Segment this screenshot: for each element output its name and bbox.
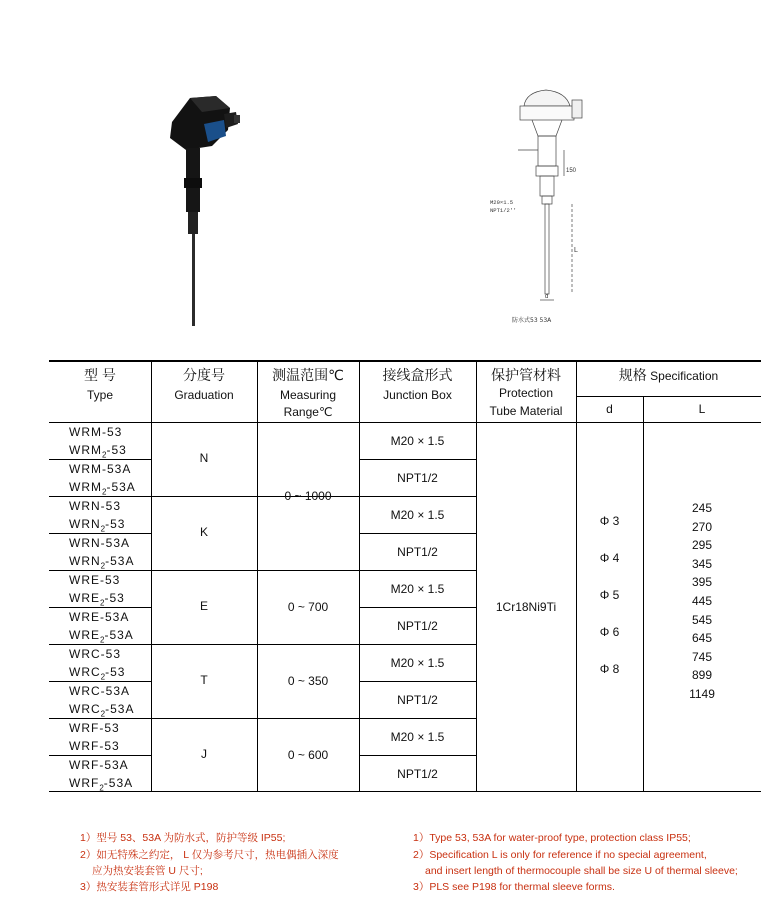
header-range-en-1: Measuring (279, 388, 337, 402)
type-cell (69, 776, 133, 792)
L-value: 245 (691, 501, 713, 515)
d-value: Φ 3 (599, 514, 620, 528)
header-material-en-2: Tube Material (489, 404, 563, 418)
range-cell: 0 ~ 1000 (284, 489, 332, 503)
type-part: WRM (69, 480, 102, 494)
type-part: -53A (104, 628, 134, 642)
type-part: -53A (106, 480, 136, 494)
type-part: 2 (100, 598, 105, 608)
type-part: WRF (69, 739, 100, 753)
box-rule (359, 459, 476, 460)
range-rule (257, 718, 359, 719)
type-rule (49, 459, 151, 460)
type-part: 2 (100, 635, 105, 645)
junction-box-cell: M20 × 1.5 (390, 729, 445, 744)
type-part: WRC (69, 665, 101, 679)
L-value: 270 (691, 519, 713, 534)
junction-box-cell: NPT1/2 (397, 470, 438, 485)
type-part: WRE (69, 591, 100, 605)
L-value: 1149 (689, 687, 715, 701)
range-rule (257, 570, 359, 571)
type-cell (69, 647, 121, 663)
type-cell (69, 739, 120, 755)
L-value: 545 (691, 612, 713, 627)
type-part: 2 (100, 524, 106, 534)
box-rule (359, 607, 476, 608)
header-range-cn: 测温范围℃ (272, 367, 344, 383)
range-rule (257, 644, 359, 645)
L-value: 645 (691, 631, 713, 646)
type-cell (69, 684, 130, 700)
type-part: -53A (100, 683, 131, 698)
graduation-cell: T (200, 673, 208, 687)
L-value: 395 (691, 575, 713, 590)
type-part: -53 (104, 591, 125, 605)
note-cn-3: 应为热安装套管 U 尺寸; (92, 865, 203, 877)
type-part: 2 (100, 709, 106, 719)
type-part: WRN (69, 517, 101, 531)
header-spec-en: Specification (650, 369, 719, 383)
note-cn-2: 2）如无特殊之约定， L 仅为参考尺寸，热电偶插入深度 (80, 849, 339, 861)
type-part: WRF (69, 720, 100, 735)
d-value: Φ 5 (599, 588, 620, 602)
header-graduation-en: Graduation (174, 388, 234, 402)
graduation-cell: K (199, 525, 208, 539)
type-cell (69, 628, 134, 644)
drawing-caption: 防水式53 53A (512, 317, 552, 324)
header-spec-cn: 规格 (618, 367, 647, 383)
table-top-rule (49, 360, 761, 362)
type-part: -53A (102, 461, 132, 476)
junction-box-cell: NPT1/2 (397, 692, 438, 707)
type-part: -53 (105, 665, 126, 679)
range-cell: 0 ~ 700 (287, 600, 329, 614)
junction-box-cell: NPT1/2 (397, 618, 438, 633)
type-part: -53A (103, 776, 134, 790)
thread-label-1: M20×1.5 (490, 199, 514, 206)
type-part: WRC (69, 702, 101, 716)
type-rule (49, 607, 151, 608)
spec-table (49, 360, 761, 792)
type-cell (69, 443, 127, 459)
L-value: 899 (691, 668, 713, 683)
header-type-cn: 型 号 (84, 367, 116, 383)
type-part: 2 (99, 783, 104, 793)
type-cell (69, 536, 130, 552)
product-photo (150, 88, 250, 328)
L-value: 445 (691, 594, 713, 608)
L-value: 345 (691, 556, 713, 571)
type-part: -53 (100, 572, 121, 587)
type-part: -53 (102, 424, 123, 439)
header-type-en: Type (86, 388, 113, 402)
technical-drawing (488, 84, 598, 330)
header-range-en-2: Range℃ (283, 405, 333, 419)
range-cell: 0 ~ 350 (287, 674, 329, 688)
type-rule (49, 681, 151, 682)
note-en-2: 2）Specification L is only for reference if no special agreement, (413, 849, 707, 861)
note-en-4: 3）PLS see P198 for thermal sleeve forms. (413, 881, 615, 893)
type-part: WRM (69, 461, 102, 476)
type-cell (69, 499, 121, 515)
type-part: WRE (69, 628, 100, 642)
table-bottom-rule (49, 791, 761, 792)
graduation-cell: J (201, 747, 207, 761)
note-cn-1: 1）型号 53、53A 为防水式，防护等级 IP55; (80, 832, 286, 844)
type-part: WRF (69, 776, 100, 790)
note-en-1: 1）Type 53, 53A for water-proof type, protection class IP55; (413, 832, 691, 844)
type-part: -53 (100, 646, 122, 661)
spec-sub-rule (576, 396, 761, 397)
header-material-cn: 保护管材料 (491, 367, 561, 383)
type-cell (69, 610, 129, 626)
type-part: -53A (105, 702, 135, 716)
d-value: Φ 8 (599, 662, 620, 676)
type-part: WRE (69, 572, 100, 587)
junction-box-cell: M20 × 1.5 (390, 581, 445, 596)
L-value: 295 (691, 538, 713, 553)
type-cell (69, 462, 131, 478)
header-material-en-1: Protection (498, 386, 554, 400)
type-part: 2 (102, 450, 107, 460)
type-rule (49, 755, 151, 756)
range-cell: 0 ~ 600 (287, 748, 329, 762)
type-part: WRC (69, 646, 101, 661)
type-part: 2 (100, 672, 106, 682)
type-part: -53A (100, 609, 130, 624)
type-part: -53 (99, 720, 120, 735)
header-graduation-cn: 分度号 (183, 367, 225, 383)
d-value: Φ 6 (599, 625, 620, 639)
type-part: WRE (69, 609, 100, 624)
type-cell (69, 517, 125, 533)
thread-label-2: NPT1/2'' (490, 207, 517, 214)
type-part: 2 (100, 561, 106, 571)
type-part: WRF (69, 757, 100, 772)
col-rule-1 (151, 360, 152, 792)
type-cell (69, 591, 125, 607)
type-cell (69, 425, 122, 441)
col-rule-5 (576, 360, 577, 792)
type-part: -53 (106, 443, 127, 457)
junction-box-cell: NPT1/2 (397, 766, 438, 781)
header-spec-L: L (698, 402, 706, 416)
junction-box-cell: M20 × 1.5 (390, 507, 445, 522)
note-cn-4: 3）热安装套管形式详见 P198 (80, 881, 219, 893)
dim-150: 150 (566, 168, 577, 174)
type-part: 2 (102, 487, 107, 497)
type-part: -53 (100, 498, 122, 513)
type-part: -53 (99, 739, 120, 753)
box-rule (359, 681, 476, 682)
box-rule (359, 533, 476, 534)
type-part: WRM (69, 443, 102, 457)
type-part: WRC (69, 683, 101, 698)
type-part: WRN (69, 498, 101, 513)
col-rule-2 (257, 360, 258, 792)
d-value: Φ 4 (599, 551, 620, 565)
type-part: -53A (105, 554, 135, 568)
col-rule-4 (476, 360, 477, 792)
header-spec (576, 368, 761, 383)
type-cell (69, 665, 125, 681)
graduation-cell: E (199, 599, 208, 613)
type-cell (69, 573, 120, 589)
type-rule (49, 533, 151, 534)
stem-photo (184, 148, 202, 326)
type-part: WRM (69, 424, 102, 439)
header-box-en: Junction Box (383, 388, 452, 402)
dim-d: d (545, 294, 549, 300)
note-en-3: and insert length of thermocouple shall be size U of thermal sleeve; (425, 865, 738, 877)
type-cell (69, 721, 120, 737)
type-part: WRN (69, 554, 101, 568)
junction-box-cell: NPT1/2 (397, 544, 438, 559)
type-cell (69, 702, 134, 718)
type-cell (69, 480, 136, 496)
col-rule-3 (359, 360, 360, 792)
type-part: -53A (100, 535, 131, 550)
type-cell (69, 554, 134, 570)
drawing-outline (518, 90, 582, 300)
graduation-cell: N (199, 451, 209, 465)
type-part: WRN (69, 535, 101, 550)
type-part: -53A (99, 757, 129, 772)
junction-box-photo (170, 96, 240, 150)
dim-L: L (574, 247, 578, 254)
header-rule (49, 422, 761, 423)
junction-box-cell: M20 × 1.5 (390, 655, 445, 670)
header-box-cn: 接线盒形式 (382, 367, 453, 383)
material-cell: 1Cr18Ni9Ti (495, 600, 557, 614)
type-part: -53 (105, 517, 126, 531)
junction-box-cell: M20 × 1.5 (390, 433, 445, 448)
header-spec-d: d (606, 402, 613, 416)
box-rule (359, 755, 476, 756)
L-value: 745 (691, 649, 713, 664)
type-cell (69, 758, 129, 774)
